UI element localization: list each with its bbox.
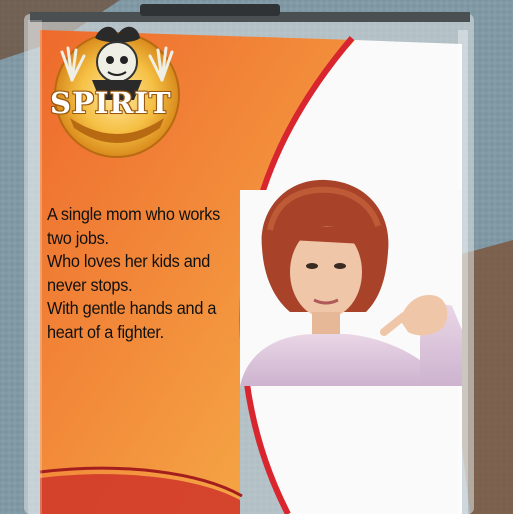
caption-line: A single mom who works <box>47 204 220 224</box>
caption-line: never stops. <box>47 274 133 295</box>
meme-caption <box>47 203 247 345</box>
caption-line: Who loves her kids and <box>47 251 211 272</box>
caption-line: heart of a fighter. <box>47 321 164 342</box>
caption-line: two jobs. <box>47 227 109 248</box>
hanger-tab <box>140 4 280 16</box>
caption-line: With gentle hands and a <box>47 298 217 319</box>
pointing-woman-photo <box>240 180 462 386</box>
spirit-logo-text: SPIRIT <box>50 86 172 120</box>
